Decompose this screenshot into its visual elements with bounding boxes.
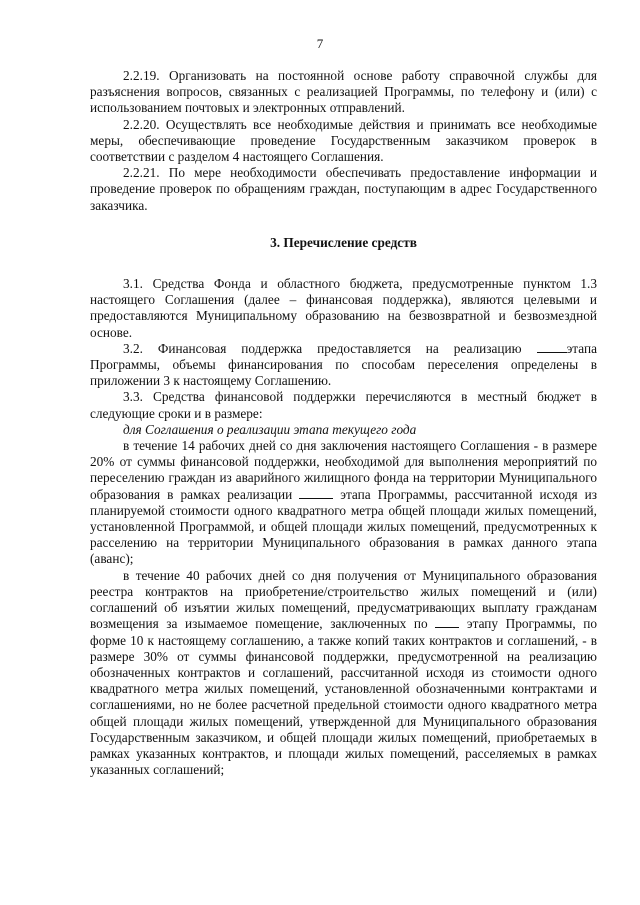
paragraph-40-days	[90, 568, 597, 779]
document-body	[90, 68, 597, 778]
italic-note: для Соглашения о реализации этапа текущего года	[123, 421, 417, 437]
paragraph-14-days-part-b: этапа Программы, рассчитанной исходя из планируемой стоимости одного квадратного метра общей площади жилых помещений, установленной Программой, и общей площади жилых помещений, предусмотренных к расселению на территории Муниципального образования в рамках данного этапа (аванс);	[90, 486, 597, 567]
paragraph-2-2-21: 2.2.21. По мере необходимости обеспечивать предоставление информации и проведение проверок по обращениям граждан, поступающим в адрес Государственного заказчика.	[90, 165, 597, 213]
stage-number-blank	[537, 341, 567, 353]
paragraph-14-days-part-a: в течение 14 рабочих дней со дня заключения настоящего Соглашения - в размере 20% от суммы финансовой поддержки, необходимой для выполнения мероприятий по переселению граждан из аварийного жилищного фонда на территории Муниципального образования в рамках реализации	[90, 438, 597, 502]
paragraph-3-2-part-a: 3.2. Финансовая поддержка предоставляется на реализацию	[123, 340, 522, 356]
stage-number-blank	[435, 616, 459, 628]
paragraph-40-days-part-b: этапу Программы, по форме 10 к настоящему соглашению, а также копий таких контрактов и соглашений, - в размере 30% от суммы финансовой поддержки, предусмотренной на реализацию обозначенных контрактов и соглашений, рассчитанной исходя из стоимости одного квадратного метра жилых помещений, установленной обозначенными контрактами и соглашениями, но не более расчетной предельной стоимости одного квадратного метра общей площади жилых помещений, утвержденной для Муниципального образования Государственным заказчиком, и общей площади жилых помещений, приобретаемых в рамках указанных контрактов, и площади жилых помещений, расселяемых в рамках указанных соглашений;	[90, 616, 598, 778]
section-heading: 3. Перечисление средств	[270, 234, 417, 250]
paragraph-2-2-19: 2.2.19. Организовать на постоянной основе работу справочной службы для разъяснения вопросов, связанных с реализацией Программы, по телефону и (или) с использованием почтовых и электронных отправлений.	[90, 68, 597, 116]
paragraph-3-1: 3.1. Средства Фонда и областного бюджета, предусмотренные пунктом 1.3 настоящего Соглашения (далее – финансовая поддержка), являются целевыми и предоставляются Муниципальному образованию на безвозвратной и безвозмездной основе.	[90, 276, 597, 340]
paragraph-3-3: 3.3. Средства финансовой поддержки перечисляются в местный бюджет в следующие сроки и в размере:	[90, 389, 597, 421]
paragraph-40-days-part-a: в течение 40 рабочих дней со дня получения от Муниципального образования реестра контрактов на приобретение/строительство жилых помещений и (или) соглашений об изъятии жилых помещений, предусматривающих выплату гражданам возмещения за изымаемое помещение, заключенных по	[90, 567, 597, 632]
page-number: 7	[316, 36, 324, 51]
stage-number-blank	[299, 487, 333, 499]
paragraph-3-2-part-b: этапа Программы, объемы финансирования по способам переселения определены в приложении 3 к настоящему Соглашению.	[90, 340, 597, 389]
paragraph-14-days	[90, 438, 597, 568]
paragraph-3-2	[90, 341, 597, 390]
paragraph-2-2-20: 2.2.20. Осуществлять все необходимые действия и принимать все необходимые меры, обеспечивающие проведение Государственным заказчиком проверок в соответствии с разделом 4 настоящего Соглашения.	[90, 116, 597, 165]
